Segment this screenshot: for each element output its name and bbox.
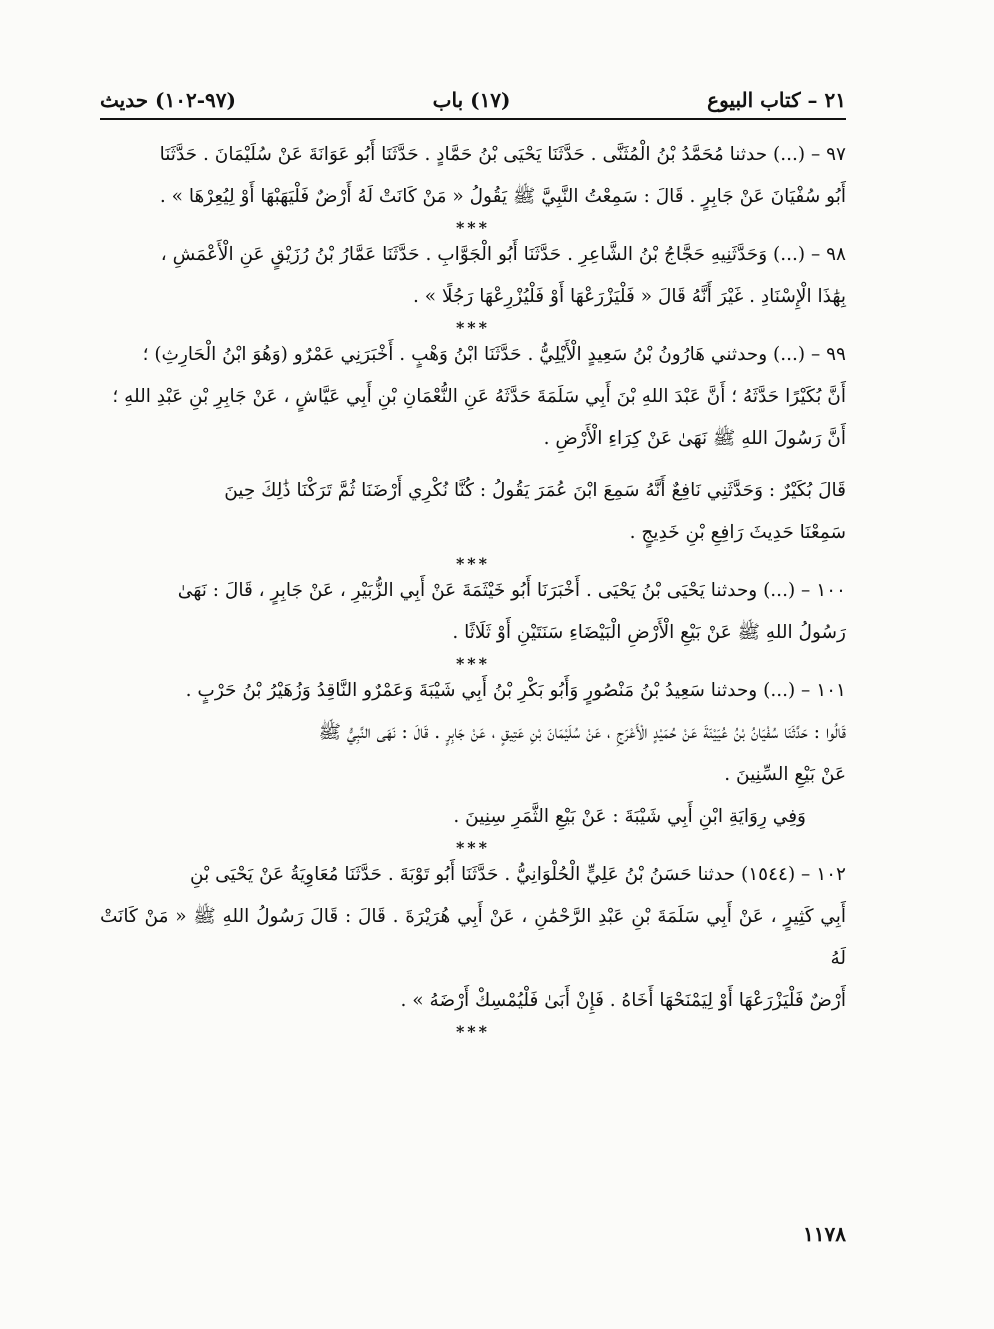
text-line: أَبِي كَثِيرٍ ، عَنْ أَبِي سَلَمَةَ بْنِ عَبْدِ الرَّحْمَٰنِ ، عَنْ أَبِي هُرَيْرَةَ . قَالَ : قَالَ رَسُولُ اللهِ ﷺ « مَنْ كَانَتْ لَهُ bbox=[100, 906, 846, 969]
separator: *** bbox=[455, 1022, 491, 1041]
text-line: ١٠٠ – (...) وحدثنا يَحْيَى بْنُ يَحْيَى . أَخْبَرَنَا أَبُو خَيْثَمَةَ عَنْ أَبِي الزُّبَيْرِ ، عَنْ جَابِرٍ ، قَالَ : نَهَىٰ bbox=[177, 580, 846, 601]
text-line: وَفِي رِوَايَةِ ابْنِ أَبِي شَيْبَةَ : عَنْ بَيْعِ الثَّمَرِ سِنِينَ . bbox=[453, 806, 806, 827]
text-line: ٩٩ – (...) وحدثني هَارُونُ بْنُ سَعِيدٍ الْأَيْلِيُّ . حَدَّثَنَا ابْنُ وَهْبٍ . أَخْبَرَنِي عَمْرٌو (وَهُوَ ابْنُ الْحَارِثِ) ؛ bbox=[142, 344, 846, 365]
text-line: ٩٧ – (...) حدثنا مُحَمَّدُ بْنُ الْمُثَنَّى . حَدَّثَنَا يَحْيَى بْنُ حَمَّادٍ . حَدَّثَنَا أَبُو عَوَانَةَ عَنْ سُلَيْمَانَ . حَدَّثَنَا bbox=[159, 144, 846, 165]
hadith-100 bbox=[100, 570, 846, 654]
header-hadith-range: (٩٧-١٠٢) حديث bbox=[100, 88, 236, 112]
text-line: ١٠١ – (...) وحدثنا سَعِيدُ بْنُ مَنْصُورٍ وَأَبُو بَكْرِ بْنُ أَبِي شَيْبَةَ وَعَمْرٌو النَّاقِدُ وَزُهَيْرُ بْنُ حَرْبٍ . bbox=[185, 680, 846, 701]
hadith-102 bbox=[100, 854, 846, 1022]
hadith-99 bbox=[100, 334, 846, 554]
hadith-101 bbox=[100, 670, 846, 838]
hadith-98 bbox=[100, 234, 846, 318]
text-line: أَنَّ رَسُولَ اللهِ ﷺ نَهَىٰ عَنْ كِرَاءِ الْأَرْضِ . bbox=[543, 428, 846, 449]
page bbox=[100, 70, 846, 1041]
separator: *** bbox=[455, 838, 491, 857]
text-line: أَبُو سُفْيَانَ عَنْ جَابِرٍ . قَالَ : سَمِعْتُ النَّبِيَّ ﷺ يَقُولُ « مَنْ كَانَتْ لَهُ أَرْضٌ فَلْيَهَبْهَا أَوْ لِيُعِرْهَا » . bbox=[159, 186, 846, 207]
separator: *** bbox=[455, 554, 491, 573]
separator: *** bbox=[455, 318, 491, 337]
text-line: سَمِعْنَا حَدِيثَ رَافِعِ بْنِ خَدِيجٍ . bbox=[629, 522, 846, 543]
running-header bbox=[100, 70, 846, 120]
text-line: قَالَ بُكَيْرٌ : وَحَدَّثَنِي نَافِعٌ أَنَّهُ سَمِعَ ابْنَ عُمَرَ يَقُولُ : كُنَّا نُكْرِي أَرْضَنَا ثُمَّ تَرَكْنَا ذَٰلِكَ حِينَ bbox=[224, 480, 846, 501]
separator: *** bbox=[455, 654, 491, 673]
hadith-97 bbox=[100, 134, 846, 218]
text-line: بِهَٰذَا الْإِسْنَادِ . غَيْرَ أَنَّهُ قَالَ « فَلْيَزْرَعْهَا أَوْ فَلْيُزْرِعْهَا رَجُلًا » . bbox=[412, 286, 846, 307]
text-line: رَسُولُ اللهِ ﷺ عَنْ بَيْعِ الْأَرْضِ الْبَيْضَاءِ سَنَتَيْنِ أَوْ ثَلَاثًا . bbox=[452, 622, 846, 643]
text-line: ٩٨ – (...) وَحَدَّثَنِيهِ حَجَّاجُ بْنُ الشَّاعِرِ . حَدَّثَنَا أَبُو الْجَوَّابِ . حَدَّثَنَا عَمَّارُ بْنُ رُزَيْقٍ عَنِ الْأَعْمَشِ ، bbox=[160, 244, 846, 265]
text-line: قَالُوا : حَدَّثَنَا سُفْيَانُ بْنُ عُيَيْنَةَ عَنْ حُمَيْدٍ الْأَعْرَجِ ، عَنْ سُلَيْمَانَ بْنِ عَتِيقٍ ، عَنْ جَابِرٍ . قَالَ : نَهَى النَّبِيُّ ﷺ bbox=[318, 722, 846, 743]
separator: *** bbox=[455, 218, 491, 237]
header-chapter: (١٧) باب bbox=[432, 88, 511, 112]
text-line: أَرْضٌ فَلْيَزْرَعْهَا أَوْ لِيَمْنَحْهَا أَخَاهُ . فَإِنْ أَبَىٰ فَلْيُمْسِكْ أَرْضَهُ » . bbox=[400, 990, 846, 1011]
page-number: ١١٧٨ bbox=[803, 1222, 846, 1246]
hadith-text bbox=[100, 134, 846, 1040]
text-line: أَنَّ بُكَيْرًا حَدَّثَهُ ؛ أَنَّ عَبْدَ اللهِ بْنَ أَبِي سَلَمَةَ حَدَّثَهُ عَنِ النُّعْمَانِ بْنِ أَبِي عَيَّاشٍ ، عَنْ جَابِرِ بْنِ عَبْدِ اللهِ ؛ bbox=[112, 386, 846, 407]
text-line: ١٠٢ – (١٥٤٤) حدثنا حَسَنُ بْنُ عَلِيٍّ الْحُلْوَانِيُّ . حَدَّثَنَا أَبُو تَوْبَةَ . حَدَّثَنَا مُعَاوِيَةُ عَنْ يَحْيَى بْنِ bbox=[189, 864, 846, 885]
header-book-title: ٢١ – كتاب البيوع bbox=[707, 88, 846, 112]
text-line: عَنْ بَيْعِ السِّنِينَ . bbox=[724, 764, 846, 785]
